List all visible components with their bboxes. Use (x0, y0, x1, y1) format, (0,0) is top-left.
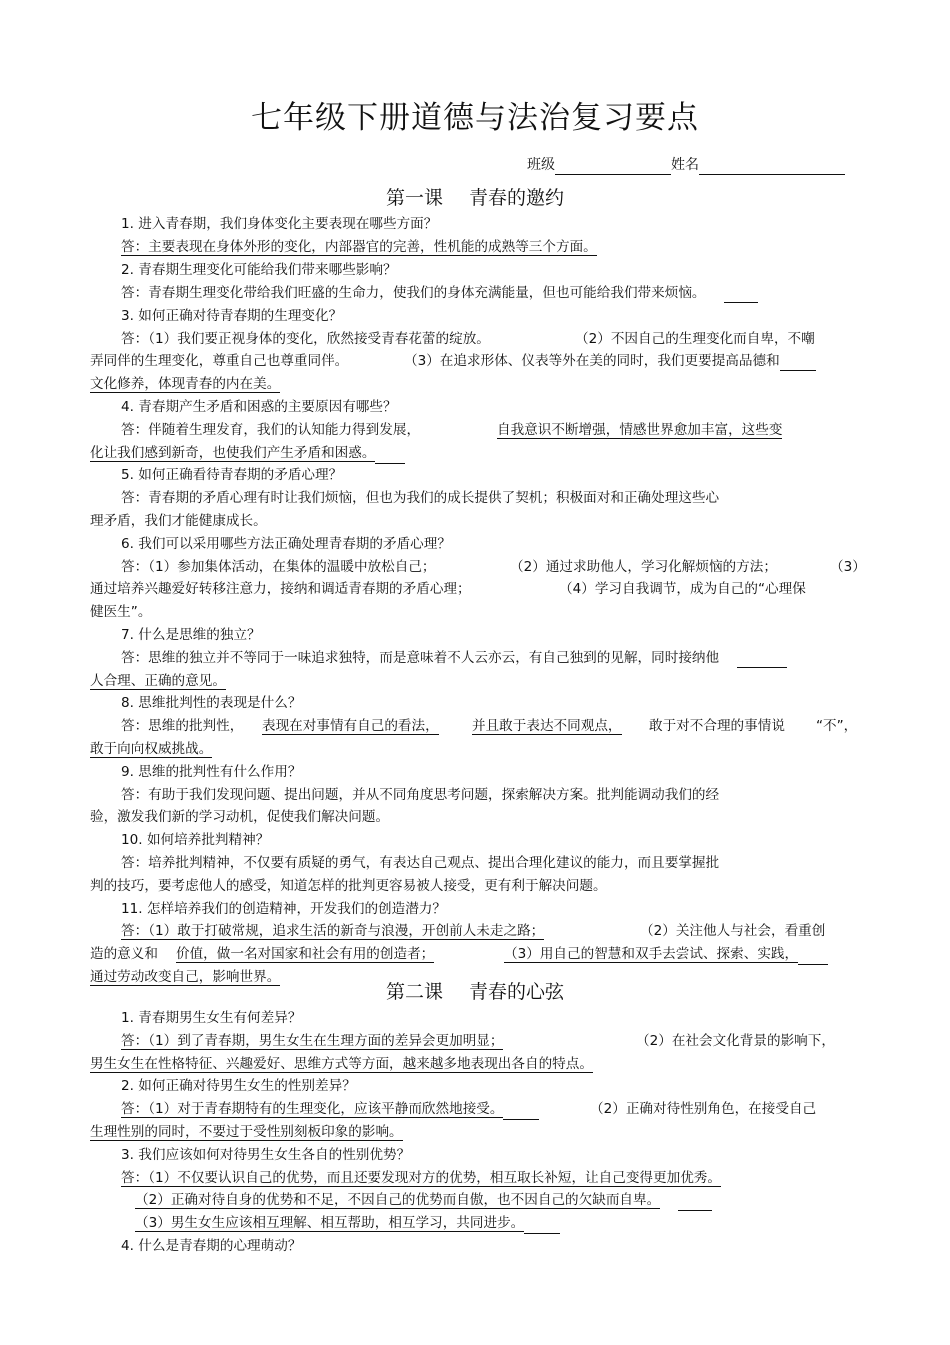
answer-line (90, 374, 280, 394)
answer-line: （2）正确对待性别角色，在接受自己 (590, 1101, 817, 1117)
question-line: 1. 进入青春期，我们身体变化主要表现在哪些方面？ (121, 216, 438, 232)
answer-line (90, 671, 226, 691)
question-line: 2. 如何正确对待男生女生的性别差异？ (121, 1078, 356, 1094)
class-blank[interactable] (555, 158, 671, 175)
answer-text: （2）正确对待自身的优势和不足，不因自己的优势而自傲，也不因自己的欠缺而自卑。 (135, 1192, 661, 1208)
question-line: 11. 怎样培养我们的创造精神，开发我们的创造潜力？ (121, 901, 447, 917)
lesson-2-title: 第二课 (385, 981, 443, 1003)
answer-line: 敢于对不合理的事情说 (649, 718, 785, 734)
answer-text: （3）用自己的智慧和双手去尝试、探索、实践， (504, 946, 799, 962)
answer-text: 答：（1）敢于打破常规，追求生活的新奇与浪漫，开创前人未走之路； (121, 923, 545, 939)
question-line: 8. 思维批判性的表现是什么？ (121, 695, 302, 711)
answer-line: 答：思维的批判性， (121, 718, 244, 734)
answer-text: 文化修养，体现青春的内在美。 (90, 376, 281, 392)
answer-line: （2）不因自己的生理变化而自卑，不嘲 (575, 331, 815, 347)
lesson-2-subtitle: 青春的心弦 (469, 981, 565, 1003)
class-name-fields (527, 155, 845, 175)
question-line: 9. 思维的批判性有什么作用？ (121, 764, 302, 780)
name-blank[interactable] (699, 158, 845, 175)
answer-line (90, 443, 405, 464)
answer-line (90, 1054, 593, 1074)
answer-text: 答：青春期生理变化带给我们旺盛的生命力，使我们的身体充满能量，但也可能给我们带来烦恼。 (121, 285, 706, 301)
question-line: 1. 青春期男生女生有何差异？ (121, 1010, 302, 1026)
answer-text: 自我意识不断增强，情感世界愈加丰富，这些变 (497, 422, 783, 438)
answer-line: （3） (830, 559, 866, 575)
question-line: 4. 青春期产生矛盾和困惑的主要原因有哪些？ (121, 399, 397, 415)
answer-line: 弄同伴的生理变化，尊重自己也尊重同伴。 (90, 353, 349, 369)
answer-line (121, 1168, 721, 1188)
answer-line: 答：伴随着生理发育，我们的认知能力得到发展， (121, 422, 421, 438)
name-label: 姓名 (671, 157, 699, 173)
answer-text: （3）在追求形体、仪表等外在美的同时，我们更要提高品德和 (404, 353, 780, 369)
question-line: 4. 什么是青春期的心理萌动？ (121, 1238, 302, 1254)
answer-text: （3）男生女生应该相互理解、相互帮助，相互学习，共同进步。 (135, 1215, 525, 1231)
answer-line (121, 283, 758, 303)
answer-line: 判的技巧，要考虑他人的感受，知道怎样的批判更容易被人接受，更有利于解决问题。 (90, 878, 607, 894)
answer-text: 并且敢于表达不同观点， (472, 718, 622, 734)
answer-line: 健医生”。 (90, 604, 152, 620)
page-title: 七年级下册道德与法治复习要点 (251, 100, 699, 136)
answer-line: 答：（1）参加集体活动，在集体的温暖中放松自己； (121, 559, 436, 575)
answer-line (497, 420, 782, 440)
answer-line (121, 648, 787, 668)
answer-line (262, 716, 439, 736)
answer-line (504, 944, 828, 965)
question-line: 3. 我们应该如何对待男生女生各自的性别优势？ (121, 1147, 411, 1163)
question-line: 7. 什么是思维的独立？ (121, 627, 261, 643)
lesson-1-heading (0, 184, 950, 212)
answer-line (135, 1190, 712, 1211)
class-label: 班级 (527, 157, 555, 173)
answer-line (404, 351, 816, 371)
answer-text: 价值，做一名对国家和社会有用的创造者； (176, 946, 435, 962)
answer-line: 验，激发我们新的学习动机，促使我们解决问题。 (90, 809, 390, 825)
answer-text: 答：（1）到了青春期，男生女生在生理方面的差异会更加明显； (121, 1033, 504, 1049)
answer-text: 男生女生在性格特征、兴趣爱好、思维方式等方面，越来越多地表现出各自的特点。 (90, 1056, 593, 1072)
answer-line: 答：有助于我们发现问题、提出问题，并从不同角度思考问题，探索解决方案。批判能调动我们的经 (121, 787, 720, 803)
answer-line: （2）在社会文化背景的影响下， (636, 1033, 835, 1049)
answer-text: 答：主要表现在身体外形的变化，内部器官的完善，性机能的成熟等三个方面。 (121, 239, 597, 255)
answer-line (121, 921, 544, 941)
answer-line: （2）关注他人与社会，看重创 (640, 923, 826, 939)
answer-text: 人合理、正确的意见。 (90, 673, 226, 689)
fill-blank (678, 1196, 712, 1211)
answer-line (472, 716, 622, 736)
question-line: 3. 如何正确对待青春期的生理变化？ (121, 308, 343, 324)
answer-text: 答：思维的独立并不等同于一味追求独特，而是意味着不人云亦云，有自己独到的见解，同时接纳他 (121, 650, 720, 666)
answer-line (176, 944, 434, 964)
answer-line: “不”， (816, 718, 858, 734)
answer-line: 理矛盾，我们才能健康成长。 (90, 513, 267, 529)
answer-line (90, 739, 212, 759)
answer-text: 通过劳动改变自己，影响世界。 (90, 969, 281, 985)
fill-blank (524, 1219, 560, 1234)
fill-blank (503, 1105, 539, 1120)
question-line: 10. 如何培养批判精神？ (121, 832, 270, 848)
answer-line (135, 1213, 560, 1234)
question-line: 5. 如何正确看待青春期的矛盾心理？ (121, 467, 343, 483)
fill-blank (724, 288, 758, 303)
answer-line: （4）学习自我调节，成为自己的“心理保 (559, 581, 806, 597)
answer-line: 答：培养批判精神，不仅要有质疑的勇气，有表达自己观点、提出合理化建议的能力，而且要掌握批 (121, 855, 720, 871)
answer-text: 敢于向向权威挑战。 (90, 741, 213, 757)
answer-text: 化让我们感到新奇，也使我们产生矛盾和困惑。 (90, 445, 376, 461)
fill-blank (737, 653, 787, 668)
fill-blank (780, 356, 816, 371)
answer-text: 生理性别的同时，不要过于受性别刻板印象的影响。 (90, 1124, 403, 1140)
question-line: 2. 青春期生理变化可能给我们带来哪些影响？ (121, 262, 397, 278)
lesson-1-subtitle: 青春的邀约 (469, 187, 565, 209)
answer-line (121, 1031, 503, 1051)
answer-line: 答：（1）我们要正视身体的变化，欣然接受青春花蕾的绽放。 (121, 331, 490, 347)
answer-text: 答：（1）对于青春期特有的生理变化，应该平静而欣然地接受。 (121, 1101, 504, 1117)
fill-blank (375, 449, 405, 464)
answer-line: 答：青春期的矛盾心理有时让我们烦恼，但也为我们的成长提供了契机；积极面对和正确处理这些心 (121, 490, 720, 506)
answer-text: 表现在对事情有自己的看法， (262, 718, 439, 734)
fill-blank (798, 950, 828, 965)
lesson-2-heading (0, 978, 950, 1006)
answer-line: 通过培养兴趣爱好转移注意力，接纳和调适青春期的矛盾心理； (90, 581, 471, 597)
answer-line (90, 1122, 403, 1142)
lesson-1-title: 第一课 (385, 187, 443, 209)
answer-text: 答：（1）不仅要认识自己的优势，而且还要发现对方的优势，相互取长补短，让自己变得更加优秀。 (121, 1170, 721, 1186)
answer-line: （2）通过求助他人，学习化解烦恼的方法； (510, 559, 777, 575)
answer-line (121, 237, 597, 257)
answer-line (121, 1099, 539, 1120)
answer-line: 造的意义和 (90, 946, 158, 962)
question-line: 6. 我们可以采用哪些方法正确处理青春期的矛盾心理？ (121, 536, 451, 552)
